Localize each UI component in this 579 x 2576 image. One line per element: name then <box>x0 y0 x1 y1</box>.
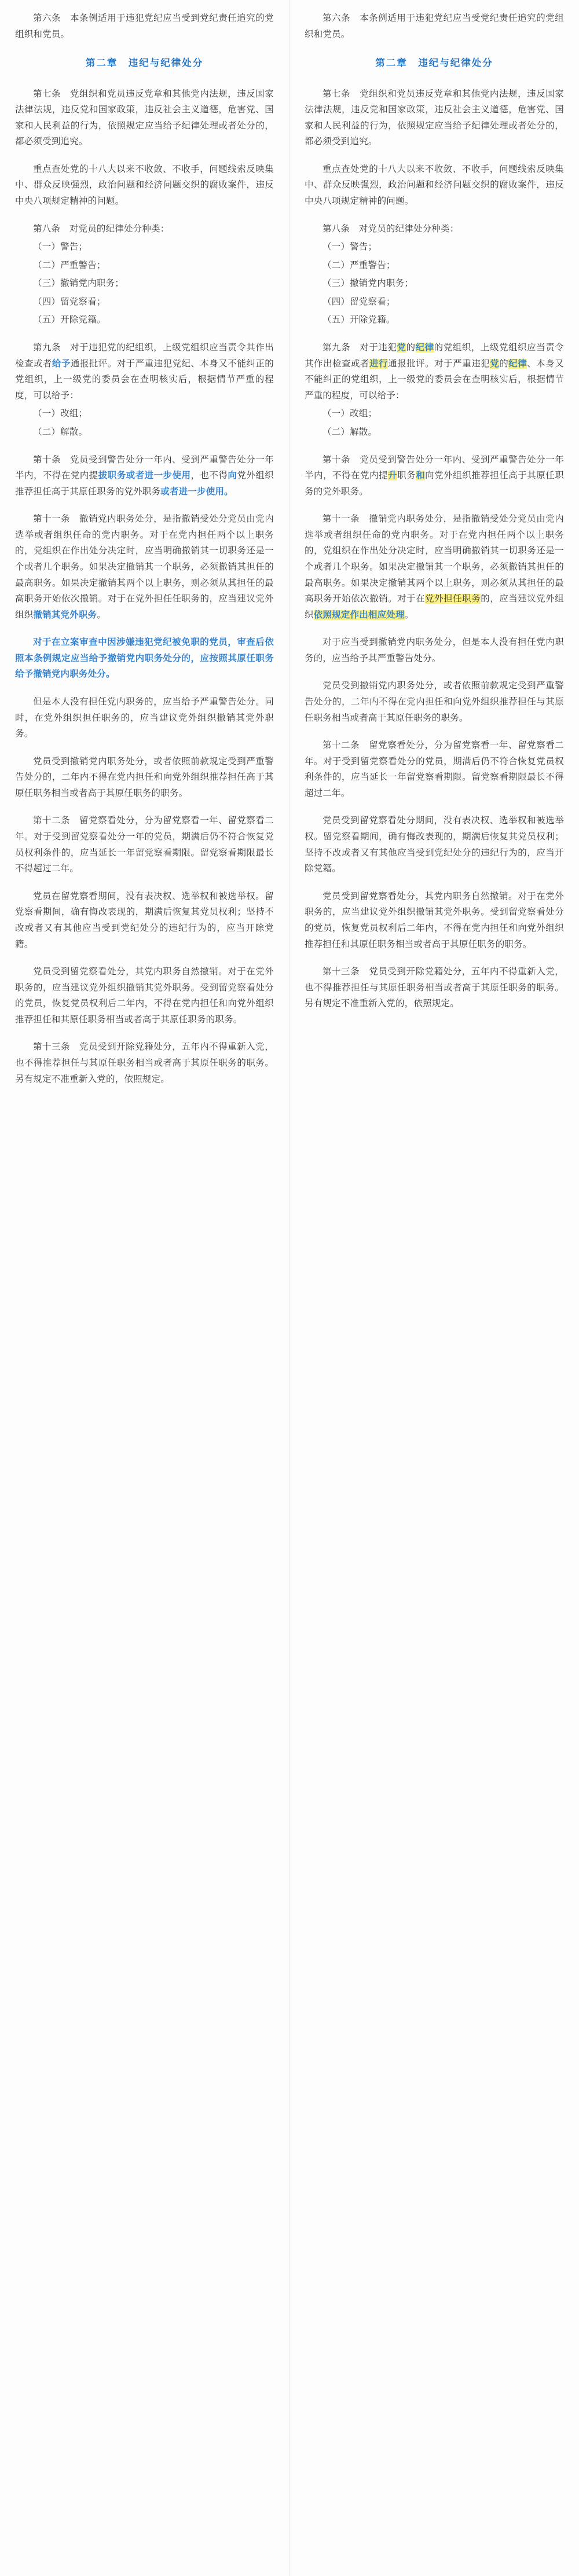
article-10-emphasis-1-left: 拔职务 <box>98 471 126 481</box>
article-12-para-3-right: 党员受到留党察看处分，其党内职务自然撤销。对于在党外职务的，应当建议党外组织撤销其党外职务。受到留党察看处分的党员，恢复党员权利后二年内，不得在党内担任和向党外组织推荐担任和其原任职务相当或者高于其原任职务的职务。 <box>305 891 564 949</box>
article-8-item-4-right: （四）留党察看； <box>323 296 395 307</box>
article-10-left <box>15 452 274 500</box>
article-10-mid-2-right: 向党外组织推荐担任高于其原任职务的党外职务。 <box>305 471 564 497</box>
article-9-heading-left <box>15 340 274 403</box>
article-10-mid-1-right: 职务 <box>397 471 416 481</box>
article-8-item-1-left: （一）警告； <box>33 242 88 252</box>
article-8-item-5-left: （五）开除党籍。 <box>33 315 106 325</box>
article-11-highlight-2-right: 依照规定作出相应处理 <box>313 610 405 620</box>
article-11-para-3-left: 党员受到撤销党内职务处分，或者依照前款规定受到严重警告处分的，二年内不得在党内担任和向党外组织推荐担任高于其原任职务相当或者高于其原任职务的职务。 <box>15 756 274 798</box>
article-11-mid-1-right: 的，应当建议党外组织 <box>305 594 564 620</box>
article-11-period-right: 。 <box>404 610 414 620</box>
article-8-item-5-right: （五）开除党籍。 <box>323 315 395 325</box>
article-11-para-1-left <box>15 511 274 623</box>
article-11-para-1-right <box>305 511 564 623</box>
article-10-mid-2-left: 党外组织推荐担任高于其原任职务的党外职务 <box>15 471 274 497</box>
article-9-highlight-5-right: 纪律 <box>508 358 527 369</box>
article-12-para-3-left: 党员受到留党察看处分，其党内职务自然撤销。对于在党外职务的，应当建议党外组织撤销其党外职务。受到留党察看处分的党员，恢复党员权利后二年内，不得在党内担任和向党外组织推荐担任和其原任职务相当或者高于其原任职务的职务。 <box>15 967 274 1025</box>
article-9-prefix-left: 第九条 对于违犯党的纪组织，上级党组织应当责令其作出检查或者 <box>15 343 274 369</box>
article-9-prefix-right: 第九条 对于违犯 <box>323 343 397 353</box>
article-9-item-1-right: （一）改组； <box>323 409 378 419</box>
article-7-para-1-right: 第七条 党组织和党员违反党章和其他党内法规，违反国家法律法规，违反党和国家政策，违反社会主义道德，危害党、国家和人民利益的行为，依照规定应当给予纪律处理或者处分的，都必须受到追究。 <box>305 89 564 147</box>
article-10-emphasis-3-left: 向 <box>228 471 237 481</box>
article-8-heading-left: 第八条 对党员的纪律处分种类： <box>33 223 170 234</box>
article-7-para-2-left: 重点查处党的十八大以来不收敛、不收手，问题线索反映集中、群众反映强烈，政治问题和经济问题交织的腐败案件，违反中央八项规定精神的问题。 <box>15 164 274 206</box>
article-8-item-3-left: （三）撤销党内职务； <box>33 278 124 289</box>
article-11-para-2-right: 对于应当受到撤销党内职务处分，但是本人没有担任党内职务的，应当给予其严重警告处分。 <box>305 637 564 663</box>
article-9-mid-0-right: 的 <box>406 343 416 353</box>
chapter-2-heading-right: 第二章 违纪与纪律处分 <box>375 58 493 69</box>
article-9-item-2-left: （二）解散。 <box>33 427 88 437</box>
article-9-emphasis-1-left: 给予 <box>52 358 71 369</box>
article-10-right <box>305 452 564 500</box>
article-9-highlight-1-right: 党 <box>397 343 406 353</box>
article-9-block-left <box>15 340 274 440</box>
article-8-item-3-right: （三）撤销党内职务； <box>323 278 414 289</box>
article-10-tail-1-left: ，也不得 <box>190 471 228 481</box>
article-8-item-4-left: （四）留党察看； <box>33 296 106 307</box>
article-8-block-left <box>15 221 274 328</box>
article-12-para-2-right: 党员受到留党察看处分期间，没有表决权、选举权和被选举权。留党察看期间，确有悔改表现的，期满后恢复其党员权利；坚持不改或者又有其他应当受到党纪处分的违纪行为的，应当开除党籍。 <box>305 816 564 874</box>
article-9-mid-left: 通报批评。对于严重违犯党纪、本身又不能纠正的党组织，上一级党的委员会在查明核实后，根据情节严重的程度，可以给予： <box>15 358 274 401</box>
article-9-highlight-2-right: 纪律 <box>415 343 434 353</box>
article-10-prefix-left: 第十条 党员受到警告处分一年内、受到严重警告处分一年半内，不得在党内提 <box>15 454 274 481</box>
article-9-highlight-4-right: 党 <box>490 358 500 369</box>
article-11-para-3-right: 党员受到撤销党内职务处分，或者依照前款规定受到严重警告处分的，二年内不得在党内担任和向党外组织推荐担任与其原任职务相当或者高于其原任职务的职务。 <box>305 681 564 723</box>
article-10-highlight-2-right: 和 <box>416 471 426 481</box>
article-13-left: 第十三条 党员受到开除党籍处分，五年内不得重新入党，也不得推荐担任与其原任职务相当或者高于其原任职务的职务。另有规定不准重新入党的，依照规定。 <box>15 1042 274 1084</box>
article-12-para-1-right: 第十二条 留党察看处分，分为留党察看一年、留党察看二年。对于受到留党察看处分的党员，期满后仍不符合恢复党员权利条件的，应当延长一年留党察看期限。留党察看期限最长不得超过二年。 <box>305 740 564 798</box>
article-9-mid-1-right: 的党组织，上级党组织应当责令其作出检查或者 <box>305 343 564 369</box>
article-11-period-left: 。 <box>97 610 107 620</box>
article-9-item-2-right: （二）解散。 <box>323 427 378 437</box>
article-9-mid-4-right: 、本身又不能纠正的党组织，上一级党的委员会在查明核实后，根据情节严重的程度，可以给予： <box>305 358 565 401</box>
article-8-item-2-right: （二）严重警告； <box>323 260 395 270</box>
article-11-emphasis-left: 撤销其党外职务 <box>33 610 97 620</box>
article-7-para-1-left: 第七条 党组织和党员违反党章和其他党内法规，违反国家法律法规，违反党和国家政策，违反社会主义道德，危害党、国家和人民利益的行为，依照规定应当给予纪律处理或者处分的，都必须受到追究。 <box>15 89 274 147</box>
article-9-highlight-3-right: 进行 <box>369 358 389 369</box>
article-11-para-2-left: 但是本人没有担任党内职务的，应当给予严重警告处分。同时，在党外组织担任职务的，应当建议党外组织撤销其党外职务。 <box>15 697 274 739</box>
article-12-para-1-left: 第十二条 留党察看处分，分为留党察看一年、留党察看二年。对于受到留党察看处分一年的党员，期满后仍不符合恢复党员权利条件的，应当延长一年留党察看期限。留党察看期限最长不得超过二年。 <box>15 816 274 874</box>
article-10-prefix-right: 第十条 党员受到警告处分一年内、受到严重警告处分一年半内，不得在党内提 <box>305 454 564 481</box>
article-13-right: 第十三条 党员受到开除党籍处分，五年内不得重新入党，也不得推荐担任与其原任职务相当或者高于其原任职务的职务。另有规定不准重新入党的，依照规定。 <box>305 967 564 1009</box>
article-8-heading-right: 第八条 对党员的纪律处分种类： <box>323 223 459 234</box>
article-11-prefix-right: 第十一条 撤销党内职务处分，是指撤销受处分党员由党内选举或者组织任命的党内职务。对于在党内担任两个以上职务的，党组织在作出处分决定时，应当明确撤销其一切职务还是一个或者几个职务。如果决定撤销其一个职务，必须撤销其担任的最高职务。如果决定撤销其两个以上职务，则必须从其担任的最高职务开始依次撤销。对于在 <box>305 514 564 604</box>
article-7-para-2-right: 重点查处党的十八大以来不收敛、不收手，问题线索反映集中、群众反映强烈，政治问题和经济问题交织的腐败案件，违反中央八项规定精神的问题。 <box>305 164 564 206</box>
article-6-left: 第六条 本条例适用于违犯党纪应当受到党纪责任追究的党组织和党员。 <box>15 13 274 39</box>
article-9-mid-3-right: 的 <box>499 358 509 369</box>
article-9-heading-right <box>305 340 564 403</box>
article-9-mid-2-right: 通报批评。对于严重违犯 <box>388 358 490 369</box>
article-10-emphasis-4-left: 或者进一步使用。 <box>160 486 233 497</box>
article-8-block-right <box>305 221 564 328</box>
article-9-item-1-left: （一）改组； <box>33 409 88 419</box>
article-11-bold-clause-left: 对于在立案审查中因涉嫌违犯党纪被免职的党员，审查后依照本条例规定应当给予撤销党内职务处分的，应按照其原任职务给予撤销党内职务处分。 <box>15 637 274 680</box>
article-8-item-1-right: （一）警告； <box>323 242 378 252</box>
article-10-emphasis-2-left: 或者进一步使用 <box>126 471 191 481</box>
chapter-2-heading-left: 第二章 违纪与纪律处分 <box>85 58 204 69</box>
article-9-block-right <box>305 340 564 440</box>
article-11-body-left: 第十一条 撤销党内职务处分，是指撤销受处分党员由党内选举或者组织任命的党内职务。对于在党内担任两个以上职务的，党组织在作出处分决定时，应当明确撤销其一切职务还是一个或者几个职务。如果决定撤销其一个职务，必须撤销其担任的最高职务。如果决定撤销其两个以上职务，则必须从其担任的最高职务开始依次撤销。对于在党外担任任职务的，应当建议党外组织 <box>15 514 274 620</box>
article-12-para-2-left: 党员在留党察看期间，没有表决权、选举权和被选举权。留党察看期间，确有悔改表现的，期满后恢复其党员权利；坚持不改或者又有其他应当受到党纪处分的违纪行为的，应当开除党籍。 <box>15 891 274 949</box>
article-11-highlight-1-right: 党外担任职务 <box>425 594 481 604</box>
article-8-item-2-left: （二）严重警告； <box>33 260 106 270</box>
article-10-highlight-1-right: 升 <box>388 471 398 481</box>
right-column <box>290 0 579 2576</box>
article-6-right: 第六条 本条例适用于违犯党纪应当受党纪责任追究的党组织和党员。 <box>305 13 564 39</box>
